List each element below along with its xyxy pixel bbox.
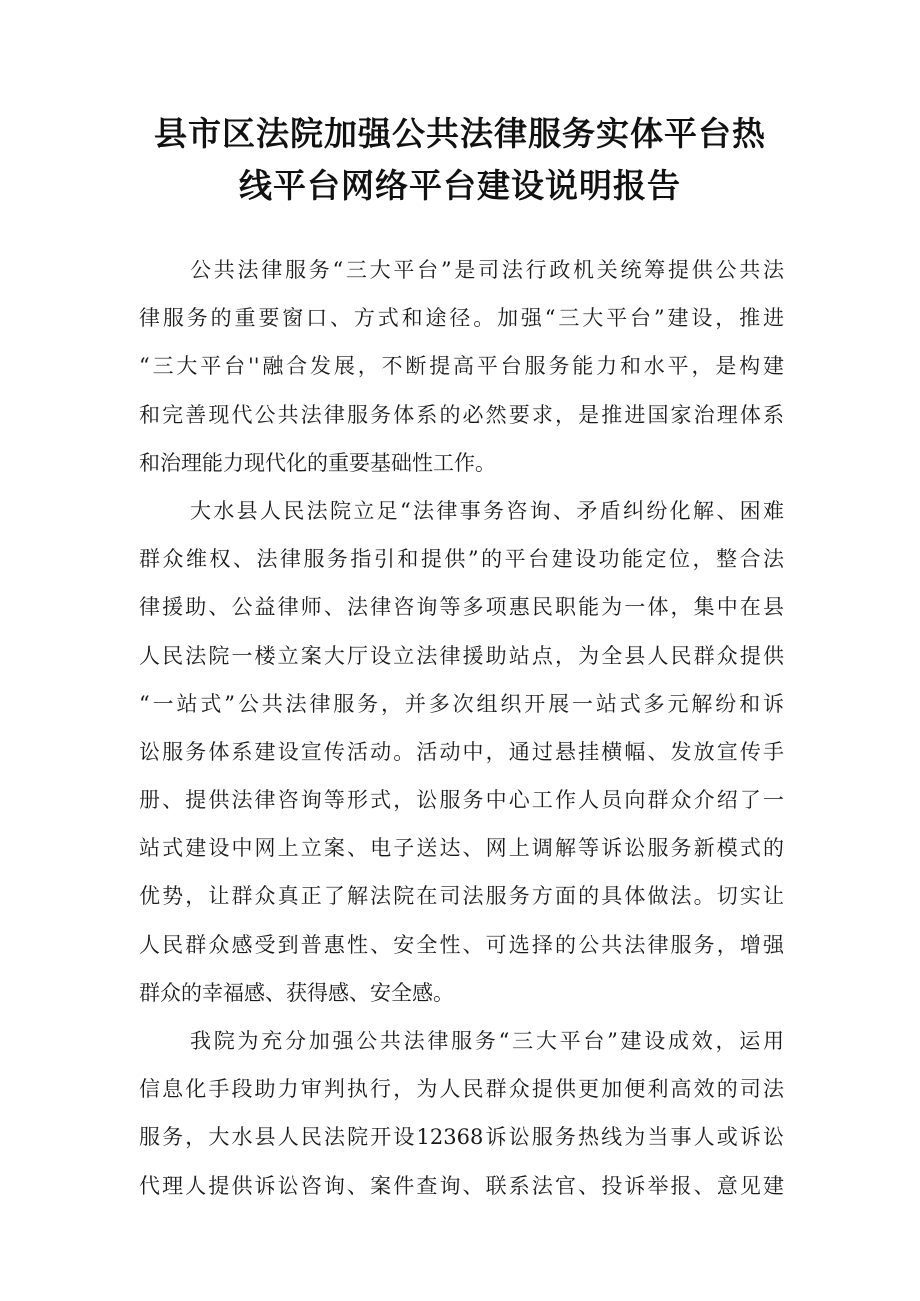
paragraph-line: 人民法院一楼立案大厅设立法律援助站点，为全县人民群众提供 bbox=[139, 643, 784, 668]
paragraph-line: 讼服务体系建设宣传活动。活动中，通过悬挂横幅、发放宣传手 bbox=[139, 739, 784, 764]
paragraph-line: 人民群众感受到普惠性、安全性、可选择的公共法律服务，增强 bbox=[139, 932, 784, 957]
paragraph-line: 服务，大水县人民法院开设12368诉讼服务热线为当事人或诉讼 bbox=[139, 1125, 784, 1150]
paragraph-line: 和治理能力现代化的重要基础性工作。 bbox=[139, 450, 496, 475]
document-title bbox=[80, 108, 840, 212]
paragraph-1 bbox=[139, 246, 784, 487]
paragraph-line: 优势，让群众真正了解法院在司法服务方面的具体做法。切实让 bbox=[139, 884, 784, 909]
paragraph-line: 站式建设中网上立案、电子送达、网上调解等诉讼服务新模式的 bbox=[139, 836, 784, 861]
paragraph-3 bbox=[139, 1017, 784, 1210]
paragraph-line: 群众的幸福感、获得感、安全感。 bbox=[139, 980, 454, 1005]
paragraph-2 bbox=[139, 487, 784, 1017]
paragraph-line: 我院为充分加强公共法律服务“三大平台”建设成效，运用 bbox=[190, 1029, 784, 1053]
paragraph-line: 群众维权、法律服务指引和提供”的平台建设功能定位，整合法 bbox=[139, 547, 784, 572]
paragraph-line: “三大平台''融合发展，不断提高平台服务能力和水平，是构建 bbox=[139, 354, 784, 379]
paragraph-line: 册、提供法律咨询等形式，讼服务中心工作人员向群众介绍了一 bbox=[139, 788, 784, 813]
paragraph-line: 和完善现代公共法律服务体系的必然要求，是推进国家治理体系 bbox=[139, 402, 784, 427]
title-line: 县市区法院加强公共法律服务实体平台热 bbox=[154, 114, 766, 153]
paragraph-line: “一站式”公共法律服务，并多次组织开展一站式多元解纷和诉 bbox=[139, 691, 784, 716]
title-line: 线平台网络平台建设说明报告 bbox=[239, 166, 681, 205]
paragraph-line: 律援助、公益律师、法律咨询等多项惠民职能为一体，集中在县 bbox=[139, 595, 784, 620]
paragraph-line: 律服务的重要窗口、方式和途径。加强“三大平台”建设，推进 bbox=[139, 306, 784, 331]
paragraph-line: 信息化手段助力审判执行，为人民群众提供更加便利高效的司法 bbox=[139, 1077, 784, 1102]
document-body bbox=[139, 246, 784, 1210]
paragraph-line: 大水县人民法院立足“法律事务咨询、矛盾纠纷化解、困难 bbox=[190, 498, 784, 523]
paragraph-line: 代理人提供诉讼咨询、案件查询、联系法官、投诉举报、意见建 bbox=[139, 1173, 784, 1198]
paragraph-line: 公共法律服务“三大平台”是司法行政机关统筹提供公共法 bbox=[190, 258, 784, 282]
